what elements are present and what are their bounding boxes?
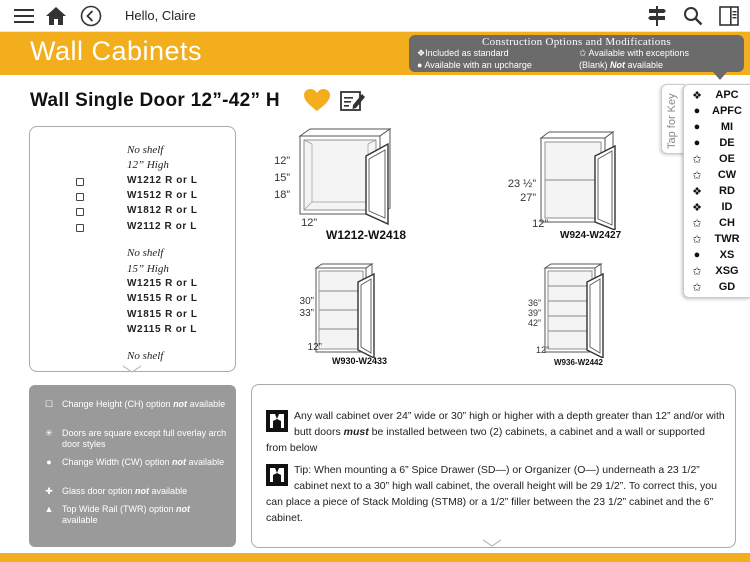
key-code: RD bbox=[719, 185, 735, 197]
checkbox[interactable] bbox=[76, 193, 84, 201]
home-icon[interactable] bbox=[44, 4, 68, 28]
dim-depth: 12” bbox=[532, 218, 548, 230]
dim-height-27: 27” bbox=[520, 192, 536, 204]
options-legend[interactable] bbox=[409, 35, 744, 72]
dim-depth: 12” bbox=[307, 342, 322, 353]
note-symbol: ☐ bbox=[44, 399, 54, 409]
signpost-icon[interactable] bbox=[645, 4, 669, 28]
key-row-xsg bbox=[684, 264, 750, 280]
key-row-mi bbox=[684, 120, 750, 136]
cabinet-diagram-w936[interactable] bbox=[541, 262, 611, 358]
tip-emphasis: must bbox=[343, 426, 369, 438]
legend-blank-pre: (Blank) bbox=[579, 60, 611, 70]
key-symbol: ✩ bbox=[692, 266, 702, 278]
scroll-down-chevron-icon[interactable] bbox=[482, 534, 502, 552]
key-code: CW bbox=[717, 169, 737, 181]
note-symbol: ✳ bbox=[45, 428, 53, 438]
product-title: Wall Single Door 12”-42” H bbox=[30, 90, 280, 111]
list-item[interactable]: W1212 R or L bbox=[127, 175, 198, 186]
legend-blank bbox=[579, 60, 663, 70]
key-tab[interactable] bbox=[661, 84, 685, 154]
key-row-id bbox=[684, 200, 750, 216]
note-text: Glass door option bbox=[62, 486, 136, 496]
bottom-accent-bar bbox=[0, 553, 750, 562]
cabinet-list-panel bbox=[29, 126, 236, 372]
note-emphasis: not bbox=[173, 399, 188, 409]
dim-depth: 12” bbox=[301, 217, 317, 229]
tip-item bbox=[266, 462, 726, 526]
menu-icon[interactable] bbox=[12, 4, 36, 28]
key-code: XSG bbox=[715, 265, 739, 277]
dim-height-12: 12” bbox=[274, 155, 290, 167]
note-text: available bbox=[187, 399, 226, 409]
note-symbol: ✚ bbox=[45, 486, 53, 496]
search-icon[interactable] bbox=[681, 4, 705, 28]
list-group1-shelf: No shelf bbox=[127, 144, 164, 156]
note-emphasis: not bbox=[172, 457, 187, 467]
banner-title: Wall Cabinets bbox=[30, 36, 203, 66]
key-symbol: ● bbox=[693, 249, 701, 261]
installation-tips-panel bbox=[251, 384, 736, 548]
key-symbol: ✩ bbox=[692, 218, 702, 230]
legend-blank-post: available bbox=[625, 60, 664, 70]
note-text: available bbox=[62, 515, 98, 525]
key-symbol: ● bbox=[693, 137, 701, 149]
list-item[interactable]: W1512 R or L bbox=[127, 190, 198, 201]
legend-exceptions: ✩ Available with exceptions bbox=[579, 48, 689, 58]
key-code: GD bbox=[718, 281, 736, 293]
list-item[interactable]: W1215 R or L bbox=[127, 278, 198, 289]
checkbox[interactable] bbox=[76, 224, 84, 232]
edit-note-icon[interactable] bbox=[340, 89, 366, 116]
note-symbol: ● bbox=[46, 457, 52, 467]
dim-depth: 12” bbox=[535, 345, 549, 355]
list-group2-shelf: No shelf bbox=[127, 247, 164, 259]
options-key-panel bbox=[683, 84, 750, 298]
key-code: APC bbox=[715, 89, 739, 101]
list-group1-height: 12” High bbox=[127, 159, 169, 171]
key-row-rd bbox=[684, 184, 750, 200]
tip-hands-icon bbox=[266, 464, 288, 486]
key-code: XS bbox=[719, 249, 735, 261]
list-item[interactable]: W1815 R or L bbox=[127, 309, 198, 320]
note-emphasis: not bbox=[135, 486, 150, 496]
cabinet-diagram-w1212[interactable] bbox=[290, 126, 400, 226]
legend-included: ❖Included as standard bbox=[417, 48, 509, 58]
notes-panel bbox=[29, 385, 236, 547]
note-text: available bbox=[186, 457, 225, 467]
scroll-down-chevron-icon[interactable] bbox=[122, 360, 142, 378]
key-row-xs bbox=[684, 248, 750, 264]
key-code: DE bbox=[719, 137, 735, 149]
list-item[interactable]: W1515 R or L bbox=[127, 293, 198, 304]
note-text: available bbox=[149, 486, 188, 496]
diagram-caption: W930-W2433 bbox=[332, 356, 388, 366]
options-legend-pointer bbox=[713, 72, 727, 80]
back-icon[interactable] bbox=[79, 4, 103, 28]
key-tab-label: Tap for Key bbox=[666, 93, 678, 149]
key-code: TWR bbox=[714, 233, 740, 245]
key-code: CH bbox=[719, 217, 735, 229]
legend-upcharge: ● Available with an upcharge bbox=[417, 60, 532, 70]
favorite-heart-icon[interactable] bbox=[303, 88, 331, 117]
note-text: Change Height (CH) option bbox=[62, 399, 174, 409]
key-symbol: ✩ bbox=[692, 234, 702, 246]
note-symbol: ▲ bbox=[44, 504, 54, 514]
key-symbol: ● bbox=[693, 105, 701, 117]
dim-height-33: 33” bbox=[299, 308, 314, 319]
dim-height-42: 42” bbox=[527, 318, 541, 328]
tip-item bbox=[266, 408, 726, 456]
dim-height-18: 18” bbox=[274, 189, 290, 201]
dim-height-30: 30” bbox=[299, 296, 314, 307]
key-row-oe bbox=[684, 152, 750, 168]
key-code: APFC bbox=[712, 105, 742, 117]
key-symbol: ❖ bbox=[692, 202, 702, 214]
greeting-text: Hello, Claire bbox=[125, 8, 196, 23]
key-symbol: ● bbox=[693, 121, 701, 133]
tip-text: Any wall cabinet over 24” wide or 30” high or higher with a depth greater than 12” and/or with butt doors bbox=[294, 410, 725, 438]
key-row-gd bbox=[684, 280, 750, 296]
dim-height-36: 36” bbox=[527, 298, 541, 308]
key-row-ch bbox=[684, 216, 750, 232]
key-symbol: ❖ bbox=[692, 90, 702, 102]
key-row-apfc bbox=[684, 104, 750, 120]
diagram-caption: W936-W2442 bbox=[554, 358, 603, 367]
top-bar bbox=[0, 0, 750, 32]
list-item[interactable]: W1812 R or L bbox=[127, 205, 198, 216]
sidebar-icon[interactable] bbox=[717, 4, 741, 28]
tip-text: be installed between two (2) cabinets, a cabinet and a wall or supported from below bbox=[266, 426, 705, 454]
list-group3-shelf: No shelf bbox=[127, 350, 164, 362]
key-row-twr bbox=[684, 232, 750, 248]
dim-height-15: 15” bbox=[274, 172, 290, 184]
key-symbol: ✩ bbox=[692, 154, 702, 166]
key-symbol: ✩ bbox=[692, 282, 702, 294]
key-row-cw bbox=[684, 168, 750, 184]
tip-hands-icon bbox=[266, 410, 288, 432]
list-item[interactable]: W2112 R or L bbox=[127, 221, 197, 232]
checkbox[interactable] bbox=[76, 208, 84, 216]
cabinet-diagram-w930[interactable] bbox=[312, 262, 382, 358]
key-symbol: ✩ bbox=[692, 170, 702, 182]
list-group2-height: 15” High bbox=[127, 263, 169, 275]
cabinet-diagram-w924[interactable] bbox=[535, 130, 625, 230]
key-row-de bbox=[684, 136, 750, 152]
list-item[interactable]: W2115 R or L bbox=[127, 324, 197, 335]
note-text: Doors are square except full overlay arch door styles bbox=[62, 428, 227, 449]
key-row-apc bbox=[684, 88, 750, 104]
note-text: Change Width (CW) option bbox=[62, 457, 173, 467]
note-emphasis: not bbox=[176, 504, 191, 514]
key-symbol: ❖ bbox=[692, 186, 702, 198]
diagram-caption: W924-W2427 bbox=[560, 230, 622, 241]
key-code: OE bbox=[719, 153, 735, 165]
checkbox[interactable] bbox=[76, 178, 84, 186]
key-code: MI bbox=[720, 121, 734, 133]
key-code: ID bbox=[721, 201, 733, 213]
diagram-caption: W1212-W2418 bbox=[326, 228, 407, 242]
dim-height-23-half: 23 ½” bbox=[507, 178, 536, 190]
tip-text: Tip: When mounting a 6” Spice Drawer (SD—) or Organizer (O—) underneath a 23 1/2” cabinet next to a 30” high wall cabinet, the overall height will be 29 1/2”. To correct this, you can place a piece of Stack Molding (STM8) or a 1/2” filler between the 23 1/2” cabinet and the 6” cabinet. bbox=[266, 464, 717, 524]
options-legend-title: Construction Options and Modifications bbox=[482, 36, 671, 48]
note-text: Top Wide Rail (TWR) option bbox=[62, 504, 177, 514]
legend-blank-not: Not bbox=[610, 60, 626, 70]
dim-height-39: 39” bbox=[527, 308, 541, 318]
